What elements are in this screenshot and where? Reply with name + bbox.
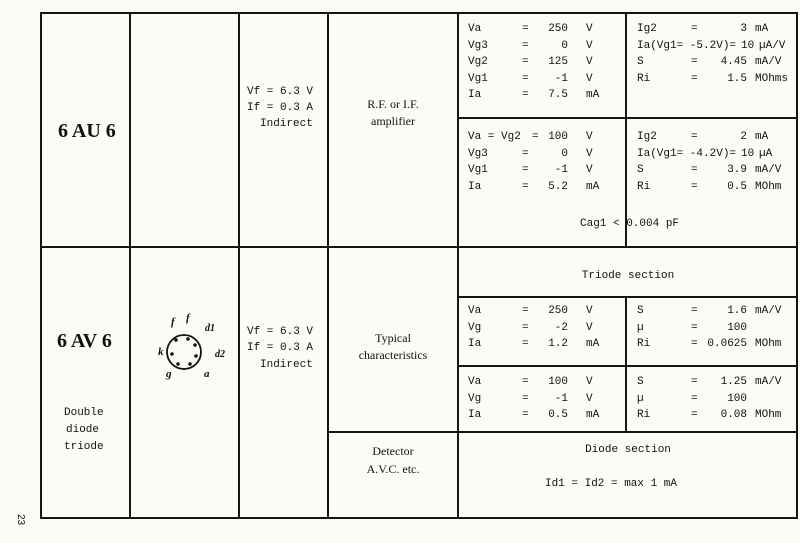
- param-unit: V: [586, 376, 593, 388]
- heater-type: Indirect: [260, 118, 313, 130]
- param-unit: V: [586, 321, 593, 334]
- tube-subtitle-line-2: diode: [66, 424, 100, 436]
- param-block: [468, 21, 624, 104]
- param-symbol: Ri: [637, 72, 651, 85]
- filament-voltage: Vf = 6.3 V: [247, 326, 314, 338]
- application-line-1: R.F. or I.F.: [367, 97, 419, 111]
- param-value: 125: [548, 56, 568, 68]
- param-eq: =: [522, 392, 529, 405]
- param-symbol: Vg: [468, 392, 482, 405]
- param-unit: V: [586, 131, 593, 143]
- heater-type: Indirect: [260, 359, 313, 371]
- param-symbol: Ia(Vg1= -5.2V)=: [637, 39, 737, 52]
- param-row: [468, 87, 624, 104]
- param-unit: mA: [586, 180, 600, 193]
- pin-label-f2: f: [186, 312, 190, 324]
- row-divider: [458, 117, 798, 119]
- param-value: 100: [727, 321, 747, 334]
- pin-label-a: a: [204, 368, 210, 380]
- param-symbol: Ia: [468, 409, 482, 421]
- param-unit: mA: [586, 89, 600, 101]
- param-unit: mA: [586, 338, 600, 350]
- pin-label-g: g: [166, 368, 172, 380]
- detector-line-1: Detector: [372, 444, 414, 458]
- filament-current: If = 0.3 A: [247, 102, 314, 114]
- param-block: [468, 303, 624, 353]
- param-value: 2: [740, 131, 747, 143]
- param-value: 0.5: [548, 409, 568, 421]
- param-unit: mA/V: [755, 305, 782, 317]
- param-unit: mA: [755, 23, 769, 35]
- param-eq: =: [691, 376, 698, 388]
- param-value: 0.0625: [707, 338, 747, 350]
- application-line-2: characteristics: [358, 348, 428, 362]
- param-row: [637, 146, 795, 163]
- param-row: [468, 179, 624, 196]
- param-row: [468, 38, 624, 55]
- param-eq: =: [691, 321, 698, 334]
- param-symbol: Vg3: [468, 147, 488, 160]
- param-row: [468, 162, 624, 179]
- param-block: [637, 374, 795, 424]
- table-border-bottom: [40, 517, 798, 519]
- pin-dot: [194, 354, 198, 358]
- param-unit: MOhm: [755, 409, 782, 421]
- param-unit: V: [586, 23, 593, 35]
- param-value: -2: [554, 321, 568, 334]
- diode-current-spec: Id1 = Id2 = max 1 mA: [544, 478, 678, 490]
- param-symbol: S: [637, 376, 644, 388]
- param-unit: V: [586, 305, 593, 317]
- param-unit: V: [586, 164, 593, 176]
- param-block: [637, 129, 795, 195]
- param-row: [468, 303, 624, 320]
- param-unit: mA/V: [755, 376, 782, 388]
- param-symbol: µ: [637, 321, 644, 334]
- param-symbol: Ia: [468, 338, 482, 350]
- param-unit: mA/V: [755, 164, 782, 176]
- param-value: -1: [554, 72, 568, 85]
- pin-label-d2: d2: [215, 349, 225, 360]
- tube-type-6av6: 6 AV 6: [57, 330, 112, 352]
- param-row: [637, 303, 795, 320]
- param-block: [637, 303, 795, 353]
- param-eq: =: [532, 131, 539, 143]
- param-row: [637, 179, 795, 196]
- pin-dot: [193, 343, 197, 347]
- param-eq: =: [522, 305, 529, 317]
- param-symbol: S: [637, 164, 644, 176]
- param-value: 10: [741, 39, 755, 52]
- param-row: [468, 391, 624, 408]
- param-eq: =: [522, 39, 529, 52]
- tube-type-6au6: 6 AU 6: [58, 120, 116, 142]
- grid-anode-capacitance-note: Cag1 < 0.004 pF: [580, 218, 680, 230]
- param-symbol: S: [637, 56, 644, 68]
- param-unit: V: [586, 56, 593, 68]
- param-value: 4.45: [720, 56, 747, 68]
- column-divider: [457, 12, 459, 519]
- pin-dot: [170, 352, 174, 356]
- param-unit: V: [586, 147, 593, 160]
- param-value: 10: [741, 147, 755, 160]
- param-eq: =: [691, 409, 698, 421]
- application-line-2: amplifier: [371, 114, 415, 128]
- row-divider: [40, 246, 798, 248]
- param-row: [468, 320, 624, 337]
- param-eq: =: [522, 147, 529, 160]
- param-value: 0.5: [727, 180, 747, 193]
- param-eq: =: [691, 56, 698, 68]
- param-unit: µA/V: [759, 39, 786, 52]
- param-row: [637, 374, 795, 391]
- param-symbol: Ia: [468, 89, 482, 101]
- param-row: [637, 162, 795, 179]
- param-value: 7.5: [548, 89, 568, 101]
- param-eq: =: [691, 131, 698, 143]
- param-eq: =: [522, 72, 529, 85]
- param-symbol: Va: [468, 305, 482, 317]
- param-value: 1.6: [727, 305, 747, 317]
- param-value: 250: [548, 23, 568, 35]
- param-eq: =: [522, 56, 529, 68]
- param-symbol: Ri: [637, 338, 651, 350]
- param-unit: V: [586, 72, 593, 85]
- param-unit: MOhm: [755, 338, 782, 350]
- diode-section-title: Diode section: [585, 444, 671, 456]
- param-row: [637, 407, 795, 424]
- param-eq: =: [522, 164, 529, 176]
- param-eq: =: [522, 409, 529, 421]
- param-value: -1: [554, 392, 568, 405]
- param-unit: MOhm: [755, 180, 782, 193]
- param-value: 0: [561, 39, 568, 52]
- param-eq: =: [691, 164, 698, 176]
- param-row: [637, 129, 795, 146]
- param-eq: =: [691, 23, 698, 35]
- param-value: -1: [554, 164, 568, 176]
- param-row: [468, 21, 624, 38]
- param-value: 5.2: [548, 180, 568, 193]
- pin-dot: [176, 362, 180, 366]
- pin-dot: [188, 362, 192, 366]
- param-row: [468, 407, 624, 424]
- row-divider: [328, 431, 798, 433]
- param-row: [637, 336, 795, 353]
- param-value: 1.25: [720, 376, 747, 388]
- param-value: 250: [548, 305, 568, 317]
- param-row: [468, 129, 624, 146]
- param-row: [637, 71, 795, 88]
- param-row: [637, 54, 795, 71]
- param-value: 0.08: [720, 409, 747, 421]
- pin-label-f1: f: [171, 316, 175, 328]
- page-number: 23: [15, 514, 26, 526]
- table-border-left: [40, 12, 42, 519]
- param-eq: =: [691, 392, 698, 405]
- param-value: 100: [727, 392, 747, 405]
- param-unit: MOhms: [755, 72, 789, 85]
- tube-subtitle-line-3: triode: [64, 441, 104, 453]
- param-unit: V: [586, 392, 593, 405]
- row-divider: [458, 365, 798, 367]
- param-symbol: Vg1: [468, 164, 488, 176]
- param-symbol: Va = Vg2: [468, 131, 521, 143]
- param-value: 1.5: [727, 72, 747, 85]
- param-eq: =: [522, 23, 529, 35]
- param-value: 3: [740, 23, 747, 35]
- param-row: [468, 336, 624, 353]
- param-unit: V: [586, 39, 593, 52]
- param-symbol: Vg3: [468, 39, 488, 52]
- param-value: 3.9: [727, 164, 747, 176]
- param-value: 0: [561, 147, 568, 160]
- param-eq: =: [691, 180, 698, 193]
- detector-line-2: A.V.C. etc.: [366, 462, 420, 476]
- param-eq: =: [522, 338, 529, 350]
- param-eq: =: [522, 180, 529, 193]
- column-divider: [238, 12, 240, 519]
- param-unit: mA: [586, 409, 600, 421]
- param-symbol: Ia: [468, 180, 482, 193]
- param-row: [468, 54, 624, 71]
- param-value: 1.2: [548, 338, 568, 350]
- param-value: 100: [548, 131, 568, 143]
- param-eq: =: [691, 305, 698, 317]
- column-divider: [327, 12, 329, 519]
- param-symbol: Vg: [468, 321, 482, 334]
- param-symbol: Vg1: [468, 72, 488, 85]
- param-symbol: Ri: [637, 180, 651, 193]
- param-row: [468, 71, 624, 88]
- param-symbol: Va: [468, 376, 482, 388]
- pin-label-d1: d1: [205, 323, 215, 334]
- param-eq: =: [522, 89, 529, 101]
- param-block: [468, 374, 624, 424]
- param-eq: =: [691, 338, 698, 350]
- param-block: [468, 129, 624, 195]
- param-symbol: S: [637, 305, 644, 317]
- param-value: 100: [548, 376, 568, 388]
- param-row: [637, 391, 795, 408]
- row-divider: [458, 296, 798, 298]
- filament-voltage: Vf = 6.3 V: [247, 86, 314, 98]
- param-row: [637, 320, 795, 337]
- param-eq: =: [522, 376, 529, 388]
- param-symbol: Ri: [637, 409, 651, 421]
- pin-dot: [174, 338, 178, 342]
- filament-current: If = 0.3 A: [247, 342, 314, 354]
- param-symbol: Ia(Vg1= -4.2V)=: [637, 147, 737, 160]
- column-divider: [129, 12, 131, 519]
- param-row: [637, 21, 795, 38]
- param-block: [637, 21, 795, 87]
- param-symbol: Vg2: [468, 56, 488, 68]
- table-border-right: [796, 12, 798, 519]
- param-unit: µA: [759, 147, 773, 160]
- param-unit: mA: [755, 131, 769, 143]
- param-row: [637, 38, 795, 55]
- triode-section-title: Triode section: [581, 270, 675, 282]
- param-symbol: Ig2: [637, 23, 657, 35]
- param-row: [468, 374, 624, 391]
- param-eq: =: [522, 321, 529, 334]
- column-divider: [625, 12, 627, 247]
- pin-dot: [186, 337, 190, 341]
- tube-subtitle-line-1: Double: [64, 407, 104, 419]
- param-symbol: Va: [468, 23, 482, 35]
- param-unit: mA/V: [755, 56, 782, 68]
- table-border-top: [40, 12, 798, 14]
- param-row: [468, 146, 624, 163]
- param-eq: =: [691, 72, 698, 85]
- param-symbol: µ: [637, 392, 644, 405]
- pin-label-k: k: [158, 346, 164, 358]
- param-symbol: Ig2: [637, 131, 657, 143]
- application-line-1: Typical: [375, 331, 411, 345]
- base-circle: [167, 335, 201, 369]
